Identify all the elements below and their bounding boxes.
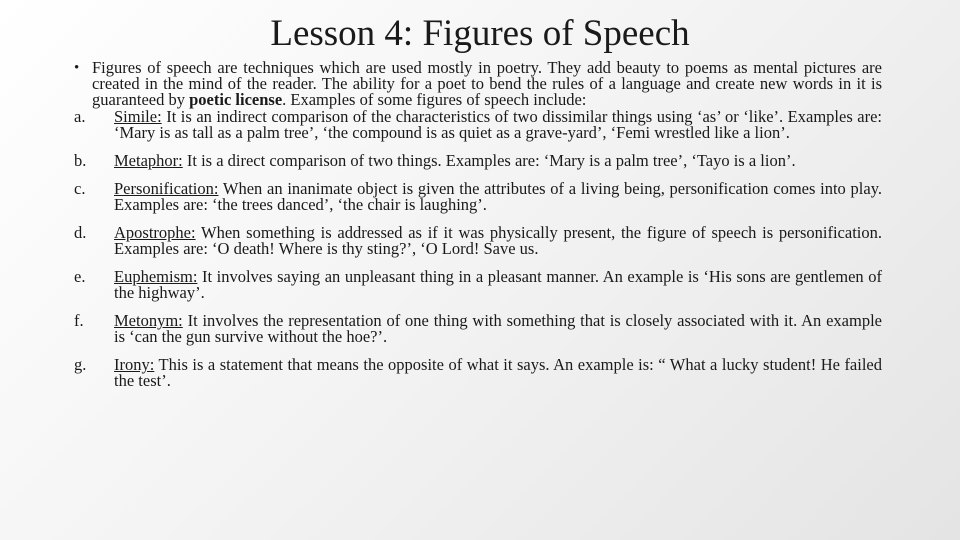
intro-text-after: . Examples of some figures of speech include: [282,90,587,109]
list-item-simile [74,109,882,141]
list-item-term: Irony: [114,355,155,374]
list-item-text: It is a direct comparison of two things. Examples are: ‘Mary is a palm tree’, ‘Tayo is a lion’. [182,151,796,170]
list-item-apostrophe [74,225,882,257]
list-item-letter: f. [74,311,84,330]
intro-paragraph [74,60,882,108]
list-item-letter: c. [74,179,86,198]
intro-text-before: Figures of speech are techniques which are used mostly in poetry. They add beauty to poems as mental pictures are created in the mind of the reader. The ability for a poet to bend the rules of a language and create new words in it is guaranteed by [92,58,882,109]
list-item-letter: d. [74,223,87,242]
list-item-term: Personification: [114,179,219,198]
list-item-text: It is an indirect comparison of the characteristics of two dissimilar things using ‘as’ or ‘like’. Examples are: ‘Mary is as tall as a palm tree’, ‘the compound is as quiet as a grave-yard’, ‘Femi wrestled like a lion’. [114,107,882,142]
list-item-letter: e. [74,267,86,286]
list-item-text: It involves saying an unpleasant thing in a pleasant manner. An example is ‘His sons are gentlemen of the highway’. [114,267,882,302]
list-item-irony [74,357,882,389]
slide-content [74,60,882,389]
list-item-euphemism [74,269,882,301]
list-item-letter: g. [74,355,87,374]
list-item-term: Metaphor: [114,151,183,170]
list-item-text: When something is addressed as if it was physically present, the figure of speech is personification. Examples are: ‘O death! Where is thy sting?’, ‘O Lord! Save us. [114,223,882,258]
list-item-personification [74,181,882,213]
list-item-term: Apostrophe: [114,223,196,242]
bullet-icon: • [74,60,80,76]
list-item-metaphor [74,153,882,169]
list-item-term: Euphemism: [114,267,198,286]
list-item-text: When an inanimate object is given the attributes of a living being, personification comes into play. Examples are: ‘the trees danced’, ‘the chair is laughing’. [114,179,882,214]
list-item-letter: a. [74,107,86,126]
list-item-letter: b. [74,151,87,170]
list-item-text: It involves the representation of one thing with something that is closely associated with it. An example is ‘can the gun survive without the hoe?’. [114,311,882,346]
list-item-text: This is a statement that means the opposite of what it says. An example is: “ What a lucky student! He failed the test’. [114,355,882,390]
slide-title: Lesson 4: Figures of Speech [270,13,690,54]
list-item-term: Simile: [114,107,162,126]
list-item-term: Metonym: [114,311,183,330]
list-item-metonym [74,313,882,345]
poetic-license-term: poetic license [189,90,283,109]
